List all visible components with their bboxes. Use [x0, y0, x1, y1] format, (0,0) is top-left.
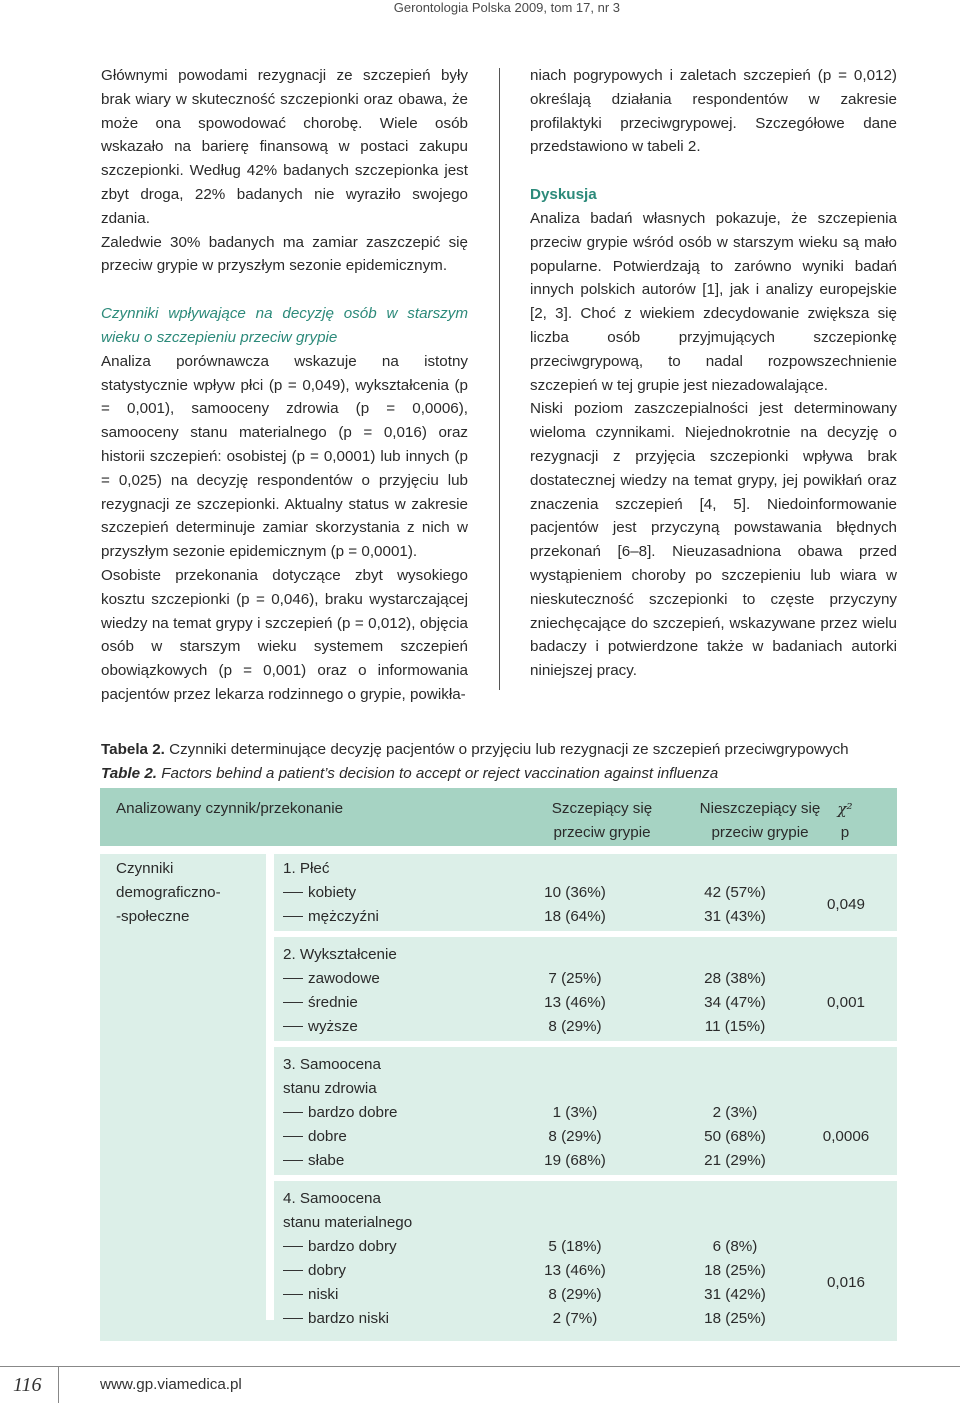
vaccinated-value: 13 (46%) — [544, 994, 606, 1011]
group-title: stanu materialnego — [283, 1214, 413, 1231]
caption-text-en: Factors behind a patient’s decision to accept or reject vaccination against influenza — [157, 765, 719, 782]
p-value: 0,001 — [826, 994, 865, 1011]
vaccinated-value: 8 (29%) — [548, 1128, 602, 1145]
section-heading: Dyskusja — [530, 186, 597, 204]
not-vaccinated-value: 6 (8%) — [712, 1238, 758, 1255]
category-line: Czynniki — [116, 860, 174, 877]
dash-mark — [283, 1026, 303, 1027]
footer-rule — [0, 1366, 960, 1367]
vaccinated-value: 8 (29%) — [548, 1286, 602, 1303]
vaccinated-value: 19 (68%) — [544, 1152, 606, 1169]
row-label — [283, 881, 356, 905]
header-chi-square — [820, 797, 870, 845]
website-link[interactable]: www.gp.viamedica.pl — [100, 1376, 242, 1393]
dash-mark — [283, 1002, 303, 1003]
left-column — [101, 64, 468, 707]
not-vaccinated-value: 18 (25%) — [704, 1310, 766, 1327]
dash-mark — [283, 1294, 303, 1295]
vaccinated-value: 18 (64%) — [544, 908, 606, 925]
group-title: 2. Wykształcenie — [283, 946, 397, 963]
header-vaccinated-line2: przeciw grypie — [553, 824, 651, 841]
dash-mark — [283, 1270, 303, 1271]
row-label-text: dobry — [308, 1262, 346, 1279]
dash-mark — [283, 978, 303, 979]
not-vaccinated-value: 11 (15%) — [704, 1018, 766, 1035]
paragraph: Analiza badań własnych pokazuje, że szczepienia przeciw grypie wśród osób w starszym wieku są mało popularne. Potwierdzają to zarówno wyniki badań innych polskich autorów [1], jak i analizy europejskie [2, 3]. Choć z wiekiem zdecydowanie zwiększa się liczba osób przyjmujących szczepionkę przeciwgrypową, to nadal rozpowszechnienie szczepień w tej grupie jest niezadowalające. — [530, 209, 897, 394]
header-chi-symbol: χ² — [837, 800, 853, 818]
row-label-text: zawodowe — [308, 970, 380, 987]
row-label-text: dobre — [308, 1128, 347, 1145]
caption-text: Czynniki determinujące decyzję pacjentów o przyjęciu lub rezygnacji ze szczepień przeciwgrypowych — [164, 741, 849, 758]
running-head — [0, 0, 960, 20]
p-value: 0,049 — [826, 896, 865, 913]
row-label — [283, 991, 358, 1015]
dash-mark — [283, 1318, 303, 1319]
p-value: 0,0006 — [822, 1128, 870, 1145]
category-divider — [266, 846, 274, 1320]
category-line: demograficzno- — [116, 884, 221, 901]
group-divider — [274, 1175, 897, 1181]
group-title: 4. Samoocena — [283, 1190, 381, 1207]
vaccinated-value: 7 (25%) — [548, 970, 602, 987]
row-label — [283, 1101, 398, 1125]
paragraph: Niski poziom zaszczepialności jest determinowany wieloma czynnikami. Niejednokrotnie na decyzję o rezygnacji z przyjęcia szczepionki wpływa brak dostatecznej wiedzy na temat grypy, jej powikłań oraz znaczenia szczepień [4, 5]. Niedoinformowanie pacjentów jest przyczyną powstawania błędnych przekonań [6–8]. Nieuzasadniona obawa przed wystąpieniem choroby po szczepieniu lub wiara w nieskuteczność szczepionki to częste przyczyny zniechęcające do szczepień, wskazywane przez wielu badaczy i potwierdzone także w badaniach autorki niniejszej pracy. — [530, 400, 897, 680]
not-vaccinated-value: 28 (38%) — [704, 970, 766, 987]
header-p: p — [840, 824, 850, 841]
not-vaccinated-value: 31 (43%) — [704, 908, 766, 925]
caption-label-en: Table 2. — [101, 765, 157, 782]
data-table — [100, 788, 897, 1341]
not-vaccinated-value: 21 (29%) — [704, 1152, 766, 1169]
not-vaccinated-value: 50 (68%) — [704, 1128, 766, 1145]
category-label — [116, 857, 221, 929]
group-title: 1. Płeć — [283, 860, 330, 877]
vaccinated-value: 13 (46%) — [544, 1262, 606, 1279]
row-label-text: mężczyźni — [308, 908, 379, 925]
vaccinated-value: 1 (3%) — [552, 1104, 598, 1121]
right-column — [530, 64, 897, 683]
row-label-text: średnie — [308, 994, 358, 1011]
vaccinated-value: 2 (7%) — [552, 1310, 598, 1327]
row-label — [283, 967, 380, 991]
header-factor: Analizowany czynnik/przekonanie — [116, 800, 344, 817]
dash-mark — [283, 1136, 303, 1137]
caption-label: Tabela 2. — [101, 741, 165, 758]
dash-mark — [283, 1246, 303, 1247]
paragraph: Analiza porównawcza wskazuje na istotny statystycznie wpływ płci (p = 0,049), wykształcenia (p = 0,001), samooceny zdrowia (p = 0,0006), samooceny stanu materialnego (p = 0,016) oraz historii szczepień: osobistej (p = 0,0001) lub innych (p = 0,025) na decyzję respondentów o przyjęciu lub rezygnacji ze szczepionki. Aktualny status w zakresie szczepień determinuje zamiar skorzystania z nich w przyszłym sezonie epidemicznym (p = 0,0001). — [101, 352, 468, 561]
group-title: stanu zdrowia — [283, 1080, 377, 1097]
row-label-text: kobiety — [308, 884, 357, 901]
header-not-vaccinated-line1: Nieszczepiący się — [699, 800, 821, 817]
row-label-text: bardzo niski — [308, 1310, 390, 1327]
not-vaccinated-value: 42 (57%) — [704, 884, 766, 901]
header-divider — [100, 846, 897, 854]
row-label — [283, 1149, 344, 1173]
dash-mark — [283, 916, 303, 917]
row-label-text: bardzo dobre — [308, 1104, 398, 1121]
page-number: 116 — [13, 1374, 42, 1396]
dash-mark — [283, 1160, 303, 1161]
p-value: 0,016 — [826, 1274, 865, 1291]
vaccinated-value: 8 (29%) — [548, 1018, 602, 1035]
group-divider — [274, 1041, 897, 1047]
row-label — [283, 1235, 397, 1259]
paragraph: Osobiste przekonania dotyczące zbyt wysokiego kosztu szczepionki (p = 0,046), braku wystarczającej wiedzy na temat grypy i szczepień (p = 0,012), objęcia osób w starszym wieku systemem szczepień obowiązkowych (p = 0,001) oraz o informowania pacjentów przez lekarza rodzinnego o grypie, powikła- — [101, 566, 468, 703]
row-label — [283, 905, 379, 929]
row-label — [283, 1259, 346, 1283]
column-divider — [499, 68, 500, 690]
footer-vertical-rule — [58, 1366, 59, 1403]
not-vaccinated-value: 31 (42%) — [704, 1286, 766, 1303]
row-label-text: wyższe — [308, 1018, 358, 1035]
row-label-text: słabe — [308, 1152, 345, 1169]
section-heading: Czynniki wpływające na decyzję osób w starszym wieku o szczepieniu przeciw grypie — [101, 305, 468, 346]
row-label — [283, 1307, 389, 1331]
journal-title: Gerontologia Polska 2009, tom 17, nr 3 — [393, 0, 620, 15]
dash-mark — [283, 1112, 303, 1113]
vaccinated-value: 10 (36%) — [544, 884, 606, 901]
paragraph: Zaledwie 30% badanych ma zamiar zaszczepić się przeciw grypie w przyszłym sezonie epidemicznym. — [101, 233, 468, 275]
group-divider — [274, 931, 897, 937]
category-line: -społeczne — [116, 908, 190, 925]
row-label-text: niski — [308, 1286, 339, 1303]
row-label — [283, 1125, 347, 1149]
header-vaccinated-line1: Szczepiący się — [551, 800, 653, 817]
row-label — [283, 1015, 358, 1039]
vaccinated-value: 5 (18%) — [548, 1238, 602, 1255]
paragraph: niach pogrypowych i zaletach szczepień (p = 0,012) określają działania respondentów w zakresie profilaktyki przeciwgrypowej. Szczegółowe dane przedstawiono w tabeli 2. — [530, 67, 897, 156]
dash-mark — [283, 892, 303, 893]
paragraph: Głównymi powodami rezygnacji ze szczepień były brak wiary w skuteczność szczepionki oraz obawa, że może ona spowodować chorobę. Wiele osób wskazało na barierę finansową w postaci zakupu szczepionki. Według 42% badanych szczepionka jest zbyt droga, 22% badanych nie wyraziło swojego zdania. — [101, 67, 468, 227]
row-label-text: bardzo dobry — [308, 1238, 397, 1255]
header-not-vaccinated-line2: przeciw grypie — [711, 824, 809, 841]
row-label — [283, 1283, 338, 1307]
not-vaccinated-value: 34 (47%) — [704, 994, 766, 1011]
not-vaccinated-value: 2 (3%) — [712, 1104, 758, 1121]
not-vaccinated-value: 18 (25%) — [704, 1262, 766, 1279]
table-caption — [101, 738, 901, 786]
group-title: 3. Samoocena — [283, 1056, 381, 1073]
